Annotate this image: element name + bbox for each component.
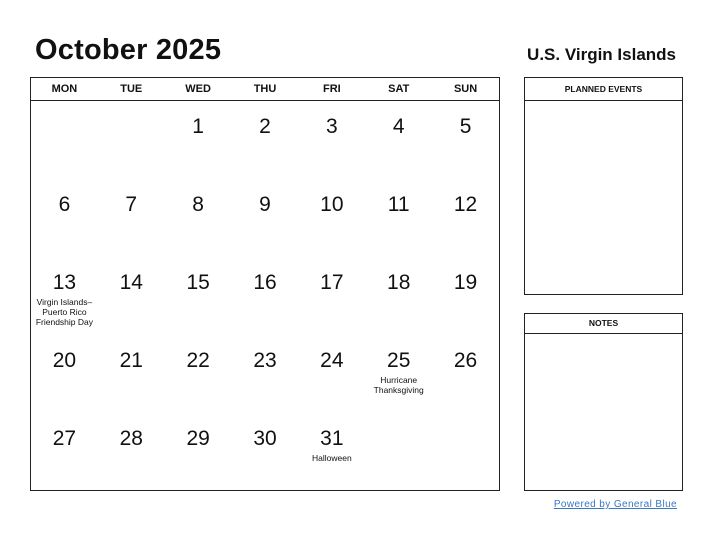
holiday-label: Hurricane Thanksgiving: [373, 375, 424, 395]
day-cell: [232, 101, 299, 179]
notes-heading: NOTES: [525, 314, 682, 334]
day-number: 11: [387, 193, 410, 216]
day-number: 12: [453, 193, 478, 216]
day-number: 20: [52, 349, 77, 372]
day-cell: [165, 179, 232, 257]
day-number: 1: [192, 115, 204, 138]
day-number: 27: [52, 427, 77, 450]
planned-events-panel: [524, 77, 683, 295]
day-number: 24: [320, 349, 344, 372]
month-calendar: [30, 77, 500, 491]
day-number: 16: [253, 271, 277, 294]
day-cell: [165, 335, 232, 413]
day-cell: [298, 179, 365, 257]
day-number: 3: [326, 115, 338, 138]
day-number: 30: [253, 427, 277, 450]
notes-panel: [524, 313, 683, 491]
calendar-grid: [31, 101, 499, 491]
day-cell: [165, 413, 232, 491]
day-cell: [432, 257, 499, 335]
weekday-label: SUN: [453, 83, 478, 95]
day-number: 28: [119, 427, 143, 450]
day-number: 17: [320, 271, 344, 294]
day-number: 15: [186, 271, 210, 294]
day-cell: [365, 101, 432, 179]
day-number: 14: [119, 271, 143, 294]
day-cell: [98, 335, 165, 413]
day-cell: [298, 101, 365, 179]
day-number: 13: [52, 271, 77, 294]
weekday-label: MON: [51, 83, 78, 95]
day-number: 18: [387, 271, 411, 294]
day-number: 2: [259, 115, 271, 138]
day-number: 5: [459, 115, 472, 138]
day-cell: [365, 179, 432, 257]
day-cell: [98, 101, 165, 179]
day-number: 25: [387, 349, 411, 372]
day-cell: [31, 257, 98, 335]
region-label: U.S. Virgin Islands: [527, 45, 676, 64]
day-number: 31: [320, 427, 344, 450]
day-cell: [31, 179, 98, 257]
day-cell: [98, 413, 165, 491]
day-number: 22: [186, 349, 210, 372]
holiday-label: Virgin Islands–Puerto Rico Friendship Day: [35, 297, 93, 327]
weekday-header: [31, 78, 499, 101]
day-number: 23: [253, 349, 277, 372]
day-cell: [298, 257, 365, 335]
day-number: 10: [320, 193, 344, 216]
day-cell: [165, 257, 232, 335]
day-number: 6: [58, 193, 71, 216]
day-cell: [232, 257, 299, 335]
day-cell: [232, 335, 299, 413]
day-number: 26: [453, 349, 478, 372]
day-number: 29: [186, 427, 210, 450]
day-cell: [365, 413, 432, 491]
powered-by-link[interactable]: Powered by General Blue: [553, 499, 677, 510]
planned-events-heading: PLANNED EVENTS: [525, 78, 682, 101]
day-cell: [365, 335, 432, 413]
day-number: 9: [259, 193, 271, 216]
day-cell: [432, 179, 499, 257]
day-cell: [31, 335, 98, 413]
page-title: October 2025: [35, 34, 222, 66]
weekday-label: WED: [185, 83, 211, 95]
day-number: 19: [453, 271, 478, 294]
day-cell: [232, 179, 299, 257]
day-cell: [432, 413, 499, 491]
weekday-label: SAT: [388, 83, 410, 95]
day-cell: [98, 257, 165, 335]
day-number: 4: [392, 115, 405, 138]
day-number: 7: [125, 193, 138, 216]
day-cell: [298, 335, 365, 413]
day-cell: [31, 413, 98, 491]
day-cell: [31, 101, 98, 179]
day-cell: [432, 101, 499, 179]
weekday-label: THU: [253, 83, 277, 95]
day-cell: [232, 413, 299, 491]
weekday-label: FRI: [322, 83, 341, 95]
day-cell: [98, 179, 165, 257]
day-number: 21: [119, 349, 143, 372]
day-number: 8: [192, 193, 204, 216]
day-cell: [365, 257, 432, 335]
day-cell: [432, 335, 499, 413]
day-cell: [298, 413, 365, 491]
day-cell: [165, 101, 232, 179]
weekday-label: TUE: [120, 83, 143, 95]
holiday-label: Halloween: [312, 453, 352, 463]
